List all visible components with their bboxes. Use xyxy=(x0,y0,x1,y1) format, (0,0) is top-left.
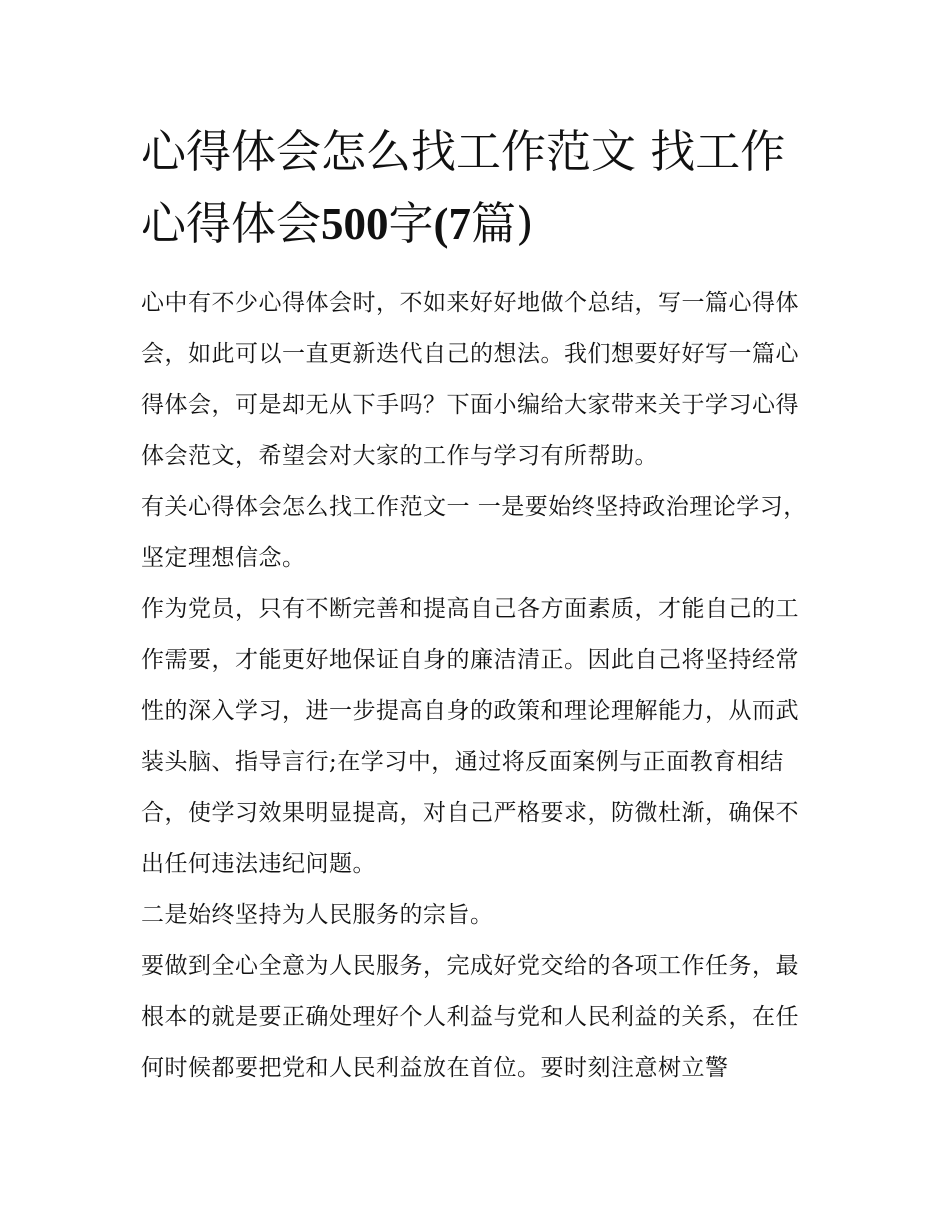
paragraph-intro: 心中有不少心得体会时，不如来好好地做个总结，写一篇心得体会，如此可以一直更新迭代自己的想法。我们想要好好写一篇心得体会，可是却无从下手吗？下面小编给大家带来关于学习心得体会范文，希望会对大家的工作与学习有所帮助。 xyxy=(141,290,799,469)
title-text: 心得体会怎么找工作范文 找工作心得体会 xyxy=(141,125,786,250)
paragraph-serve-people: 要做到全心全意为人民服务，完成好党交给的各项工作任务，最根本的就是要正确处理好个人利益与党和人民利益的关系，在任何时候都要把党和人民利益放在首位。要时刻注意树立警 xyxy=(141,953,799,1081)
paragraph-party-member: 作为党员，只有不断完善和提高自己各方面素质，才能自己的工作需要，才能更好地保证自身的廉洁清正。因此自己将坚持经常性的深入学习，进一步提高自身的政策和理论理解能力，从而武装头脑、指导言行;在学习中，通过将反面案例与正面教育相结合，使学习效果明显提高，对自己严格要求，防微杜渐，确保不出任何违法违纪问题。 xyxy=(141,596,799,877)
document-title xyxy=(141,116,813,260)
title-text-char: 字 xyxy=(388,197,434,250)
document-body xyxy=(141,116,813,1094)
title-suffix: 篇) xyxy=(471,197,534,250)
title-count: (7 xyxy=(433,199,472,249)
title-number: 500 xyxy=(321,199,389,249)
paragraph-section-one-heading: 有关心得体会怎么找工作范文一 一是要始终坚持政治理论学习，坚定理想信念。 xyxy=(141,494,807,571)
paragraph-section-two-heading: 二是始终坚持为人民服务的宗旨。 xyxy=(141,902,494,928)
